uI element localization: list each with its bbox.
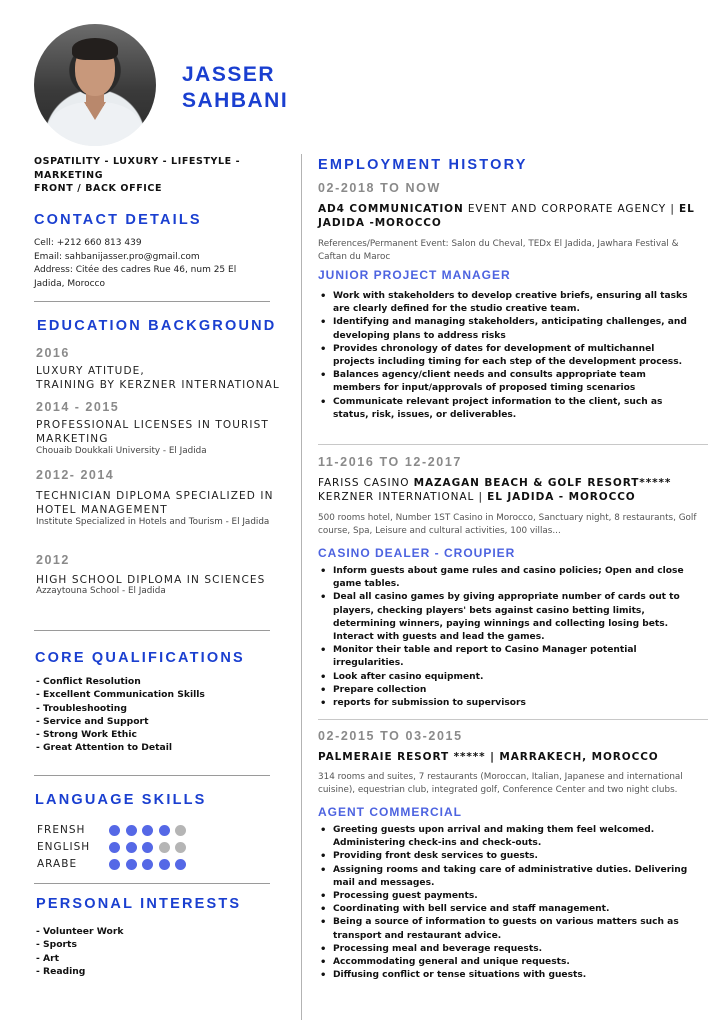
contact-address: Address: Citée des cadres Rue 46, num 25 El Jadida, Morocco <box>34 265 237 289</box>
divider <box>34 301 270 302</box>
candidate-name <box>182 62 288 114</box>
edu-year: 2012- 2014 <box>36 468 115 482</box>
divider <box>34 883 270 884</box>
edu-year: 2016 <box>36 346 70 360</box>
skill-dot-empty <box>159 842 170 853</box>
skill-dot-filled <box>175 859 186 870</box>
list-item: - Excellent Communication Skills <box>36 689 205 701</box>
company-name: AD4 COMMUNICATION <box>318 203 464 215</box>
divider <box>34 775 270 776</box>
employment-title: EMPLOYMENT HISTORY <box>318 157 528 173</box>
job-role: AGENT COMMERCIAL <box>318 805 462 819</box>
qualifications-list <box>36 675 205 755</box>
education-title: EDUCATION BACKGROUND <box>37 318 277 334</box>
list-item: • Identifying and managing stakeholders, anticipating challenges, and developing plans to address risks <box>318 316 690 342</box>
skill-dot-filled <box>159 859 170 870</box>
skill-dot-empty <box>175 842 186 853</box>
list-item: • Diffusing conflict or tense situations with guests. <box>318 969 690 982</box>
language-name: ARABE <box>37 858 78 870</box>
language-row <box>37 856 192 872</box>
skill-dot-filled <box>142 859 153 870</box>
edu-title: HIGH SCHOOL DIPLOMA IN SCIENCES <box>36 574 266 586</box>
list-item: - Troubleshooting <box>36 702 127 714</box>
list-item: - Sports <box>36 939 77 951</box>
qualifications-title: CORE QUALIFICATIONS <box>35 650 245 666</box>
list-item: • Communicate relevant project information to the client, such as status, risk, issues, or deliverables. <box>318 396 690 422</box>
job-role: CASINO DEALER - CROUPIER <box>318 546 516 560</box>
divider <box>34 630 270 631</box>
list-item: • Accommodating general and unique requests. <box>318 956 690 969</box>
job-role: JUNIOR PROJECT MANAGER <box>318 268 511 282</box>
skill-dot-filled <box>109 859 120 870</box>
skill-dot-filled <box>142 825 153 836</box>
divider <box>318 444 708 445</box>
job-duties <box>318 290 690 422</box>
list-item: • Coordinating with bell service and staff management. <box>318 903 690 916</box>
contact-cell: Cell: +212 660 813 439 <box>34 238 142 248</box>
list-item: • Inform guests about game rules and casino policies; Open and close game tables. <box>318 565 690 591</box>
list-item: • Being a source of information to guests on various matters such as transport and restaurant advice. <box>318 916 690 942</box>
job-company <box>318 750 703 764</box>
edu-school: Chouaib Doukkali University - El Jadida <box>36 446 207 456</box>
edu-title: TECHNICIAN DIPLOMA SPECIALIZED IN HOTEL MANAGEMENT <box>36 490 274 516</box>
company-location: EL JADIDA -MOROCCO <box>318 203 695 229</box>
contact-details <box>34 237 269 291</box>
skill-dot-filled <box>126 859 137 870</box>
list-item: • Provides chronology of dates for development of multichannel projects including timing for each step of the development process. <box>318 343 690 369</box>
list-item: • reports for submission to supervisors <box>318 697 690 710</box>
company-name: MAZAGAN BEACH & GOLF RESORT***** <box>413 477 672 489</box>
contact-email: Email: sahbanijasser.pro@gmail.com <box>34 251 200 262</box>
skill-dot-filled <box>109 825 120 836</box>
language-name: FRENSH <box>37 824 86 836</box>
first-name: JASSER <box>182 63 276 86</box>
edu-title: PROFESSIONAL LICENSES IN TOURIST MARKETING <box>36 419 269 445</box>
list-item: • Look after casino equipment. <box>318 671 690 684</box>
company-text: KERZNER INTERNATIONAL | <box>318 491 488 503</box>
job-description: 314 rooms and suites, 7 restaurants (Moroccan, Italian, Japanese and international cuisine), equestrian club, integrated golf, Conference Center and two night clubs. <box>318 772 683 795</box>
list-item: - Conflict Resolution <box>36 676 141 687</box>
list-item: - Great Attention to Detail <box>36 742 173 754</box>
list-item: - Strong Work Ethic <box>36 729 137 741</box>
job-company <box>318 202 703 230</box>
edu-school: Institute Specialized in Hotels and Tourism - El Jadida <box>36 517 270 527</box>
list-item: • Greeting guests upon arrival and making them feel welcomed. Administering check-ins and check-outs. <box>318 824 690 850</box>
list-item: • Work with stakeholders to develop creative briefs, ensuring all tasks are clearly defined for the studio creative team. <box>318 290 690 316</box>
contact-title: CONTACT DETAILS <box>34 212 202 228</box>
company-text: EVENT AND CORPORATE AGENCY | <box>463 203 680 215</box>
job-description: 500 rooms hotel, Number 1ST Casino in Morocco, Sanctuary night, 8 restaurants, Golf course, Spa, Leisure and cultural activities, 100 villas... <box>318 513 697 536</box>
skill-dot-filled <box>126 842 137 853</box>
list-item: - Service and Support <box>36 715 149 727</box>
column-divider <box>301 154 302 1020</box>
edu-year: 2012 <box>36 553 70 567</box>
job-description: References/Permanent Event: Salon du Cheval, TEDx El Jadida, Jawhara Festival & Caftan du Maroc <box>318 239 679 262</box>
list-item: - Volunteer Work <box>36 926 124 937</box>
languages-title: LANGUAGE SKILLS <box>35 792 207 808</box>
company-location: EL JADIDA - MOROCCO <box>487 491 636 503</box>
skill-dot-filled <box>126 825 137 836</box>
job-duties <box>318 565 690 710</box>
language-name: ENGLISH <box>37 841 91 853</box>
company-text: FARISS CASINO <box>318 477 414 489</box>
job-date: 02-2018 TO NOW <box>318 181 441 195</box>
tagline-line: FRONT / BACK OFFICE <box>34 183 163 194</box>
edu-title: LUXURY ATITUDE, TRAINING BY KERZNER INTERNATIONAL <box>36 365 280 391</box>
list-item: • Processing meal and beverage requests. <box>318 943 690 956</box>
language-row <box>37 822 192 838</box>
last-name: SAHBANI <box>182 89 289 112</box>
list-item: • Providing front desk services to guests. <box>318 850 690 863</box>
job-date: 11-2016 TO 12-2017 <box>318 455 462 469</box>
skill-dot-filled <box>109 842 120 853</box>
profile-photo <box>34 24 156 146</box>
language-row <box>37 839 192 855</box>
skill-dot-filled <box>159 825 170 836</box>
edu-school: Azzaytouna School - El Jadida <box>36 586 166 596</box>
skill-dot-filled <box>142 842 153 853</box>
divider <box>318 719 708 720</box>
tagline-line: OSPATILITY - LUXURY - LIFESTYLE - <box>34 156 241 167</box>
interests-list <box>36 925 124 978</box>
skill-dot-empty <box>175 825 186 836</box>
list-item: • Prepare collection <box>318 684 690 697</box>
list-item: - Reading <box>36 965 86 977</box>
edu-year: 2014 - 2015 <box>36 400 120 414</box>
interests-title: PERSONAL INTERESTS <box>36 896 242 912</box>
tagline-line: MARKETING <box>34 169 104 181</box>
tagline <box>34 155 274 196</box>
list-item: • Balances agency/client needs and consults appropriate team members for input/approvals of proposed timing scenarios <box>318 369 690 395</box>
list-item: • Assigning rooms and taking care of administrative duties. Delivering mail and messages. <box>318 864 690 890</box>
list-item: • Deal all casino games by giving appropriate number of cards out to players, checking players' bets against casino betting limits, determining winners, paying winnings and collecting losing bets. Interact with guests and lead the games. <box>318 591 690 644</box>
job-date: 02-2015 TO 03-2015 <box>318 729 463 743</box>
job-company <box>318 476 703 504</box>
list-item: - Art <box>36 952 60 964</box>
company-name: PALMERAIE RESORT ***** | MARRAKECH, MOROCCO <box>318 751 659 763</box>
list-item: • Processing guest payments. <box>318 890 690 903</box>
list-item: • Monitor their table and report to Casino Manager potential irregularities. <box>318 644 690 670</box>
job-duties <box>318 824 690 982</box>
